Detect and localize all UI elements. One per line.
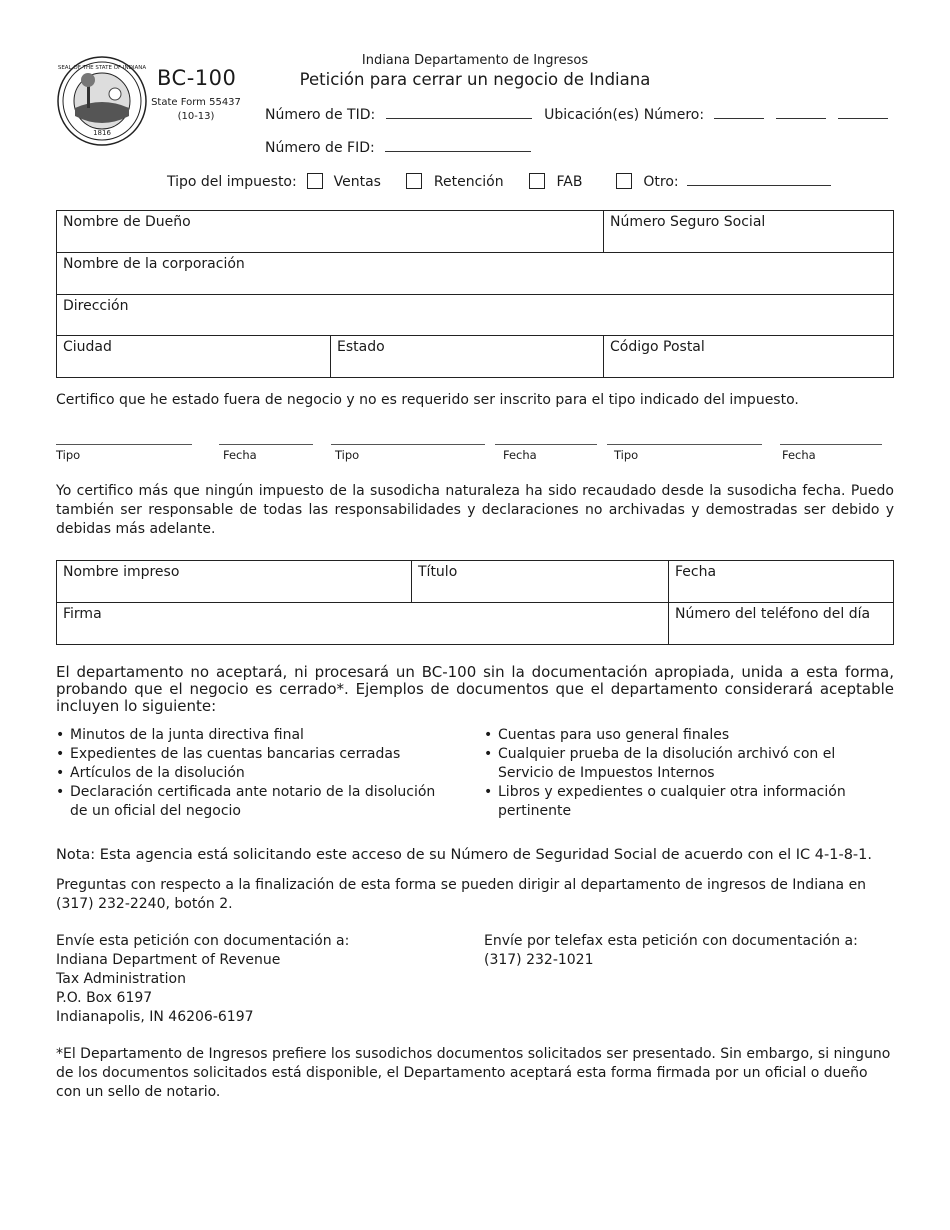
date-field-1[interactable] bbox=[219, 444, 313, 445]
zip-field[interactable]: Código Postal bbox=[604, 336, 894, 378]
list-item: • Expedientes de las cuentas bancarias cerradas bbox=[56, 745, 456, 764]
owner-info-table bbox=[56, 210, 894, 378]
documentation-notice: El departamento no aceptará, ni procesará un BC-100 sin la documentación apropiada, unida a esta forma, probando que el negocio es cerrado*. Ejemplos de documentos que el departamento considerará aceptable incluyen lo siguiente: bbox=[56, 663, 894, 715]
type-label-2: Tipo bbox=[335, 448, 360, 462]
ssn-field[interactable]: Número Seguro Social bbox=[604, 211, 894, 253]
phone-field[interactable]: Número del teléfono del día bbox=[669, 603, 894, 645]
date-label-2: Fecha bbox=[503, 448, 537, 462]
state-field[interactable]: Estado bbox=[331, 336, 604, 378]
mail-address-block bbox=[56, 932, 349, 1027]
certify-statement-2: Yo certifico más que ningún impuesto de la susodicha naturaleza ha sido recaudado desde la susodicha fecha. Puedo también ser responsable de todas las responsabilidades y declaraciones no archivadas y demostradas ser debido y debidas más adelante. bbox=[56, 483, 894, 537]
type-field-3[interactable] bbox=[607, 444, 762, 445]
state-form-number: State Form 55437 (10-13) bbox=[151, 97, 241, 122]
date-field[interactable]: Fecha bbox=[669, 561, 894, 603]
fax-heading: Envíe por telefax esta petición con documentación a: bbox=[484, 933, 858, 949]
location-field-3[interactable] bbox=[838, 106, 888, 119]
ssn-note: Nota: Esta agencia está solicitando este acceso de su Número de Seguridad Social de acuerdo con el IC 4-1-8-1. bbox=[56, 847, 872, 863]
page-title: Petición para cerrar un negocio de Indiana bbox=[299, 70, 651, 89]
type-label-3: Tipo bbox=[614, 448, 639, 462]
location-field-2[interactable] bbox=[776, 106, 826, 119]
documents-list-left bbox=[56, 726, 456, 821]
mail-line: Indianapolis, IN 46206-6197 bbox=[56, 1009, 254, 1025]
list-item: • Artículos de la disolución bbox=[56, 764, 456, 783]
date-label-1: Fecha bbox=[223, 448, 257, 462]
fid-label: Número de FID: bbox=[265, 140, 375, 156]
tid-label: Número de TID: bbox=[265, 107, 376, 123]
option-ventas: Ventas bbox=[333, 174, 381, 190]
mail-line: Indiana Department of Revenue bbox=[56, 952, 281, 968]
questions-text: Preguntas con respecto a la finalización de esta forma se pueden dirigir al departamento de ingresos de Indiana en (317) 232-2240, botón 2. bbox=[56, 877, 867, 912]
owner-name-field[interactable]: Nombre de Dueño bbox=[57, 211, 604, 253]
tax-type-label: Tipo del impuesto: bbox=[167, 174, 297, 190]
corporation-field[interactable]: Nombre de la corporación bbox=[57, 253, 894, 295]
tid-field[interactable] bbox=[386, 106, 532, 119]
checkbox-retencion[interactable] bbox=[406, 173, 422, 189]
location-label: Ubicación(es) Número: bbox=[544, 107, 705, 123]
checkbox-fab[interactable] bbox=[529, 173, 545, 189]
fax-block bbox=[484, 932, 858, 970]
title-field[interactable]: Título bbox=[412, 561, 669, 603]
tax-type-row bbox=[167, 173, 831, 190]
location-field-1[interactable] bbox=[714, 106, 764, 119]
date-field-2[interactable] bbox=[495, 444, 597, 445]
signature-table bbox=[56, 560, 894, 645]
seal-text: SEAL OF THE STATE OF INDIANA bbox=[57, 65, 147, 71]
list-item: • Libros y expedientes o cualquier otra información pertinente bbox=[484, 783, 894, 821]
tid-row bbox=[265, 106, 888, 123]
option-otro: Otro: bbox=[643, 174, 679, 190]
address-field[interactable]: Dirección bbox=[57, 295, 894, 336]
list-item: • Declaración certificada ante notario de la disolución de un oficial del negocio bbox=[56, 783, 456, 821]
department-name: Indiana Departamento de Ingresos bbox=[361, 53, 589, 68]
footnote: *El Departamento de Ingresos prefiere los susodichos documentos solicitados ser presentado. Sin embargo, si ninguno de los documentos solicitados está disponible, el Departamento aceptará esta forma firmada por un oficial o dueño con un sello de notario. bbox=[56, 1046, 891, 1100]
fax-number: (317) 232-1021 bbox=[484, 952, 594, 968]
mail-line: P.O. Box 6197 bbox=[56, 990, 153, 1006]
city-field[interactable]: Ciudad bbox=[57, 336, 331, 378]
date-field-3[interactable] bbox=[780, 444, 882, 445]
type-field-2[interactable] bbox=[331, 444, 485, 445]
certify-statement-1: Certifico que he estado fuera de negocio y no es requerido ser inscrito para el tipo indicado del impuesto. bbox=[56, 392, 799, 408]
checkbox-otro[interactable] bbox=[616, 173, 632, 189]
option-retencion: Retención bbox=[433, 174, 504, 190]
type-label-1: Tipo bbox=[56, 448, 81, 462]
checkbox-ventas[interactable] bbox=[307, 173, 323, 189]
list-item: • Cualquier prueba de la disolución archivó con el Servicio de Impuestos Internos bbox=[484, 745, 894, 783]
otro-field[interactable] bbox=[687, 173, 831, 186]
mail-line: Tax Administration bbox=[56, 971, 186, 987]
mail-heading: Envíe esta petición con documentación a: bbox=[56, 933, 350, 949]
fid-row bbox=[265, 139, 531, 156]
printed-name-field[interactable]: Nombre impreso bbox=[57, 561, 412, 603]
date-label-3: Fecha bbox=[782, 448, 816, 462]
list-item: • Cuentas para uso general finales bbox=[484, 726, 894, 745]
signature-field[interactable]: Firma bbox=[57, 603, 669, 645]
fid-field[interactable] bbox=[385, 139, 531, 152]
documents-list-right bbox=[484, 726, 894, 821]
type-field-1[interactable] bbox=[56, 444, 192, 445]
seal-year: 1816 bbox=[93, 129, 111, 137]
option-fab: FAB bbox=[556, 174, 583, 190]
list-item: • Minutos de la junta directiva final bbox=[56, 726, 456, 745]
form-id: BC-100 bbox=[157, 66, 237, 90]
